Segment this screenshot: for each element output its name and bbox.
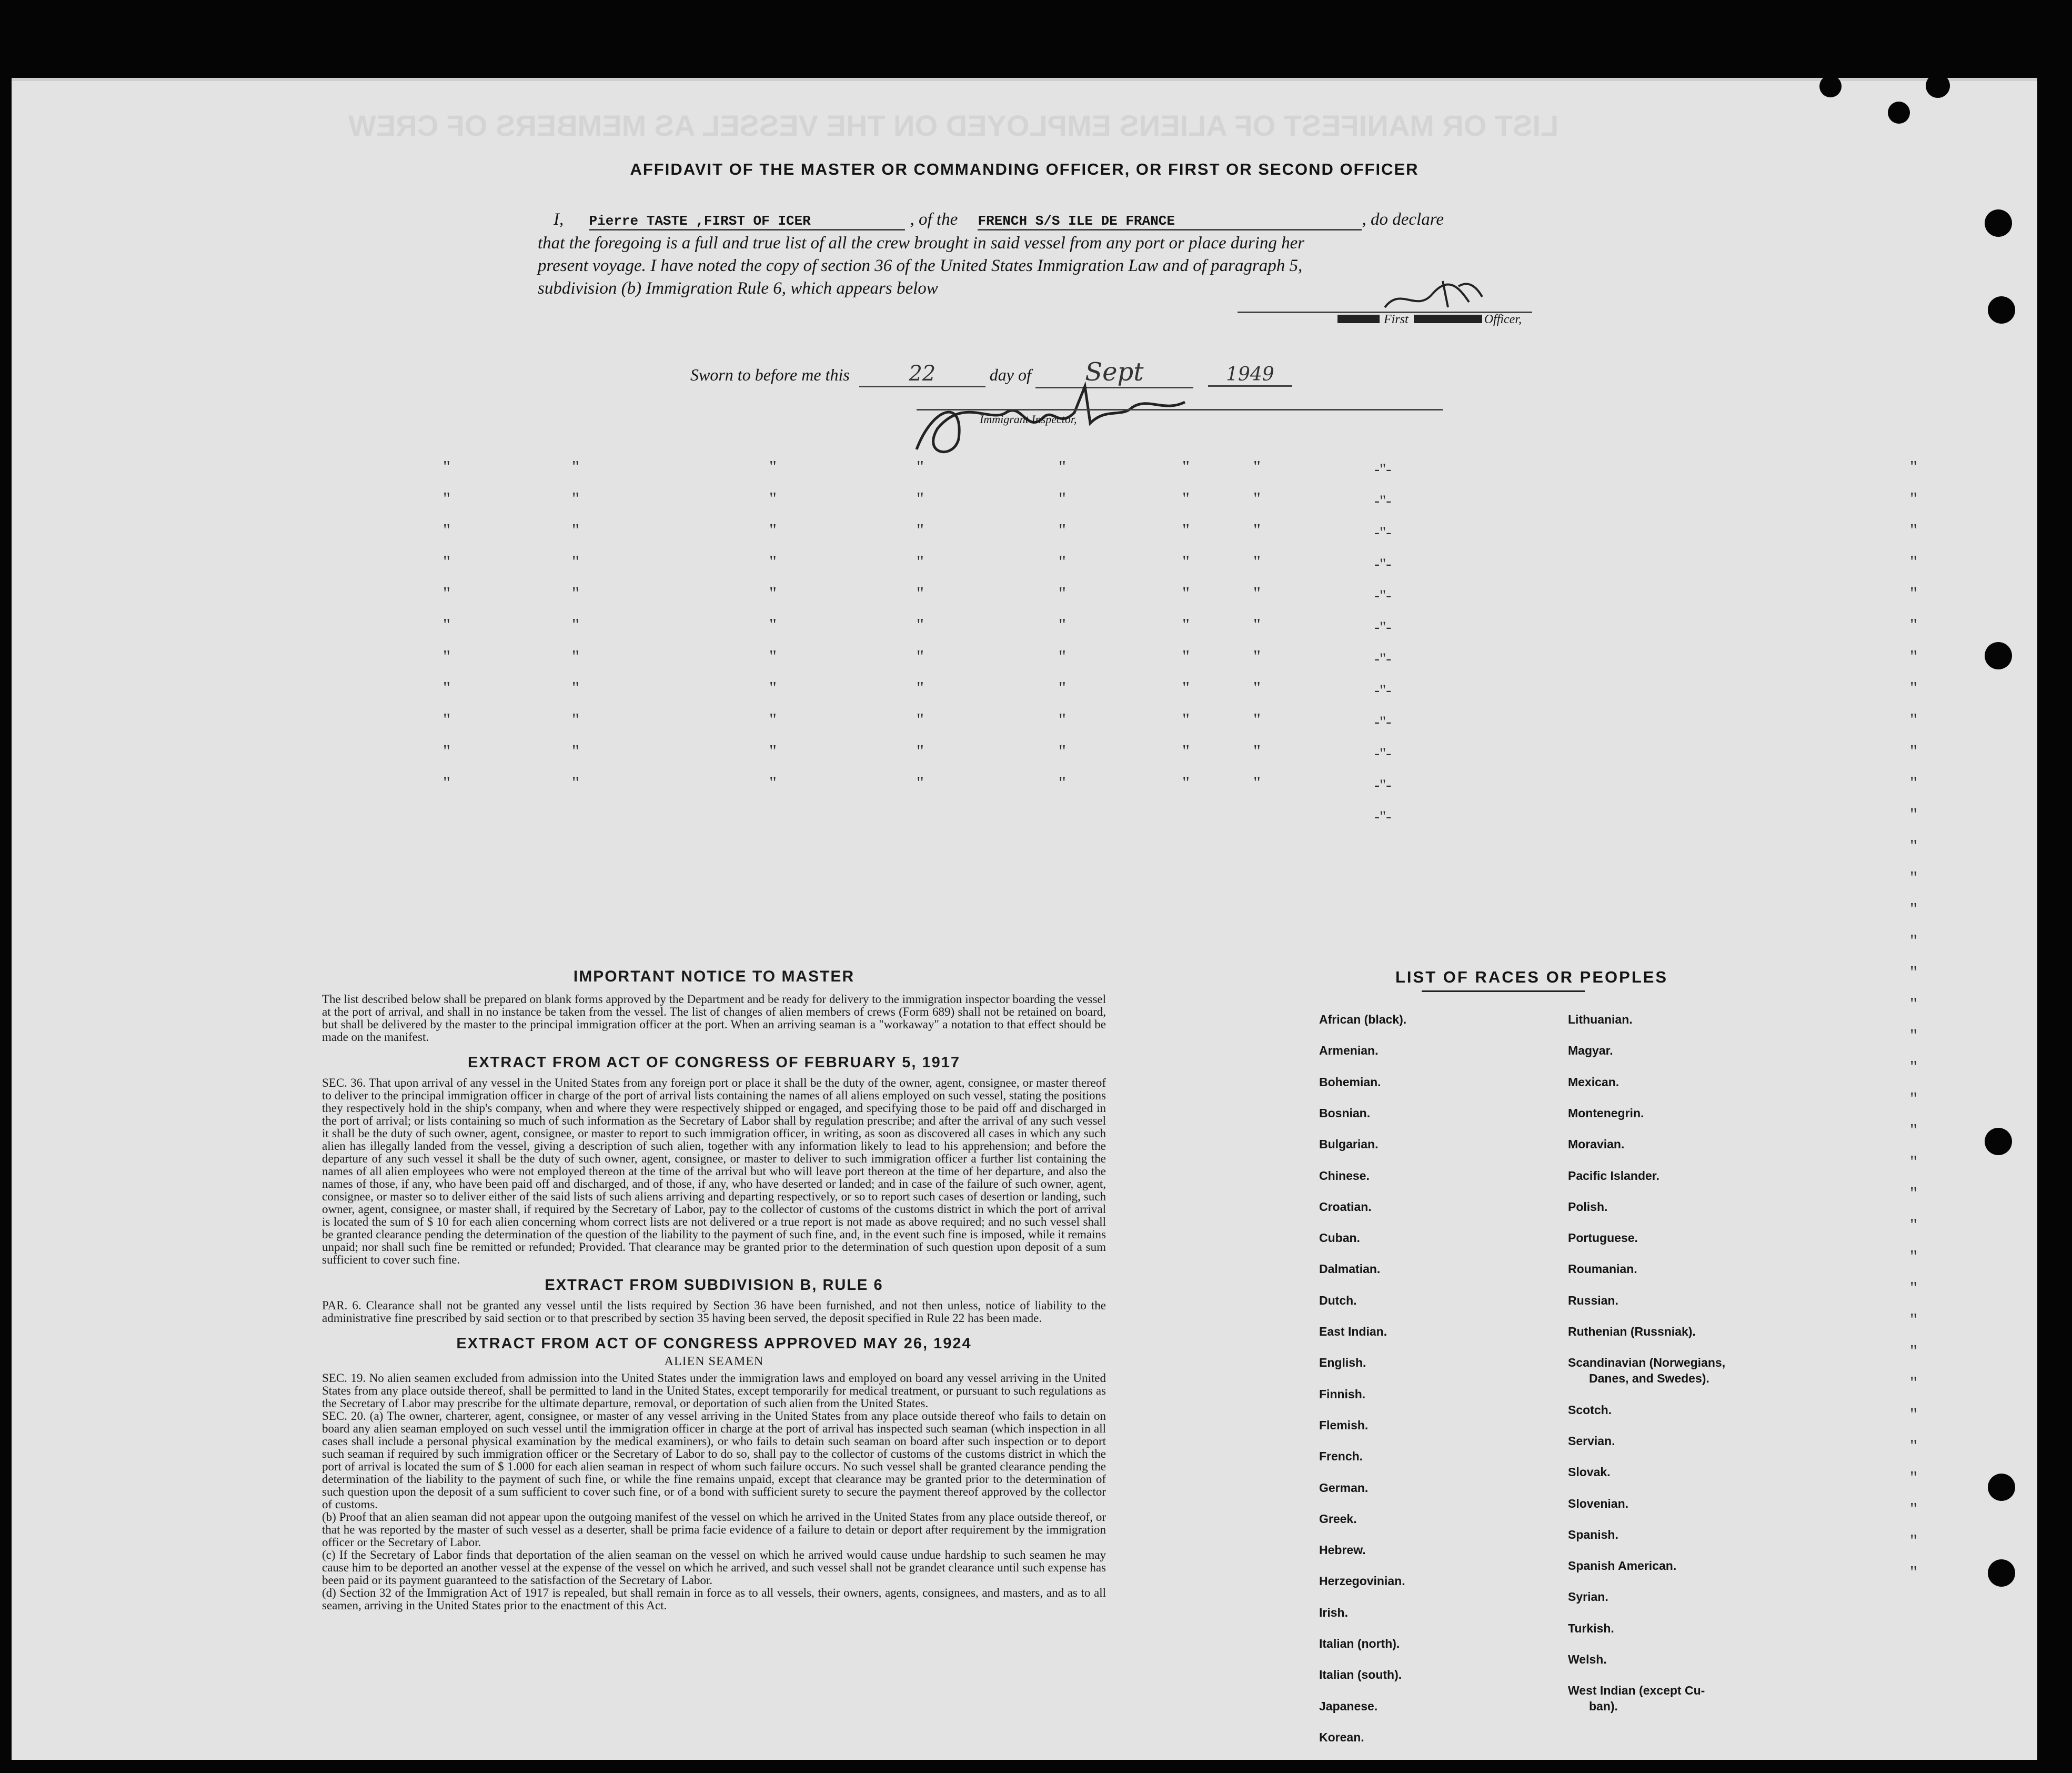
ditto-mark: " bbox=[1182, 615, 1190, 635]
race-item: African (black). bbox=[1319, 1013, 1407, 1026]
vessel-name-field: FRENCH S/S ILE DE FRANCE bbox=[978, 213, 1362, 231]
race-item: Spanish American. bbox=[1568, 1559, 1677, 1573]
ditto-mark: " bbox=[572, 489, 579, 508]
dash-ditto-mark: -"- bbox=[1374, 808, 1392, 825]
dash-ditto-mark: -"- bbox=[1374, 587, 1392, 604]
binder-hole bbox=[1985, 209, 2012, 237]
extract-1924-title: EXTRACT FROM ACT OF CONGRESS APPROVED MAY 26, 1924 bbox=[456, 1335, 972, 1352]
race-item: Turkish. bbox=[1568, 1621, 1614, 1635]
ditto-mark: " bbox=[1910, 647, 1917, 666]
race-item: Roumanian. bbox=[1568, 1262, 1637, 1276]
extract-1924-sec20c: (c) If the Secretary of Labor finds that deportation of the alien seaman on the vessel on which he arrived would cause undue hardship to such seamen he may cause him to be deported an another vessel at the expense of the vessel on which he arrived, and such vessel shall not be grandet clearance until such expense has been paid or its payment guaranteed to the satisfaction of the Secretary of Labor. bbox=[322, 1548, 1106, 1587]
binder-hole bbox=[1988, 1559, 2015, 1587]
race-item: Polish. bbox=[1568, 1199, 1608, 1214]
ditto-mark: " bbox=[917, 552, 924, 572]
affidavit-do-declare: , do declare bbox=[1362, 210, 1444, 229]
ditto-mark: " bbox=[1910, 994, 1917, 1014]
ditto-mark: " bbox=[1059, 520, 1066, 540]
officer-title bbox=[1337, 313, 1522, 327]
affidavit-line-2: that the foregoing is a full and true list of all the crew brought in said vessel from any port or place during her bbox=[538, 234, 1305, 253]
ditto-mark: " bbox=[443, 678, 450, 698]
ditto-mark: " bbox=[1910, 1215, 1917, 1235]
ditto-mark: " bbox=[917, 584, 924, 603]
ditto-mark: " bbox=[917, 773, 924, 793]
bleed-through-header: LIST OR MANIFEST OF ALIENS EMPLOYED ON THE VESSEL AS MEMBERS OF CREW bbox=[348, 109, 1559, 142]
ditto-mark: " bbox=[1910, 1468, 1917, 1487]
ditto-mark: " bbox=[1059, 773, 1066, 793]
ditto-mark: " bbox=[1059, 678, 1066, 698]
ditto-mark: " bbox=[1910, 963, 1917, 982]
ditto-mark: " bbox=[917, 615, 924, 635]
ditto-mark: " bbox=[769, 615, 777, 635]
ditto-mark: " bbox=[1910, 899, 1917, 919]
ditto-mark: " bbox=[1910, 805, 1917, 824]
ditto-mark: " bbox=[572, 647, 579, 666]
sworn-day-value: 22 bbox=[909, 362, 936, 386]
ditto-mark: " bbox=[1182, 457, 1190, 477]
inspector-label: Immigrant Inspector, bbox=[980, 413, 1077, 426]
race-item: Irish. bbox=[1319, 1605, 1348, 1619]
ditto-mark: " bbox=[1253, 457, 1261, 477]
ditto-mark: " bbox=[572, 710, 579, 729]
race-item: Bohemian. bbox=[1319, 1075, 1381, 1089]
ditto-mark: " bbox=[1182, 584, 1190, 603]
affidavit-line-3: present voyage. I have noted the copy of section 36 of the United States Immigration Law and of paragraph 5, bbox=[538, 256, 1303, 275]
extract-1924-sec20d: (d) Section 32 of the Immigration Act of 1917 is repealed, but shall remain in force as to all vessels, their owners, agents, consignees, and masters, and as to all seamen, arriving in the United States prior to the enactment of this Act. bbox=[322, 1586, 1106, 1612]
dash-ditto-mark: -"- bbox=[1374, 555, 1392, 573]
affidavit-i: I, bbox=[554, 210, 564, 229]
ditto-mark: " bbox=[1910, 1057, 1917, 1077]
dash-ditto-mark: -"- bbox=[1374, 745, 1392, 762]
ditto-mark: " bbox=[1059, 647, 1066, 666]
binder-hole bbox=[1819, 75, 1842, 97]
ditto-mark: " bbox=[443, 742, 450, 761]
affidavit-of-the: , of the bbox=[910, 210, 958, 229]
race-item: Italian (north). bbox=[1319, 1637, 1400, 1650]
race-item: East Indian. bbox=[1319, 1325, 1387, 1338]
ditto-mark: " bbox=[443, 647, 450, 666]
ditto-mark: " bbox=[917, 647, 924, 666]
affidavit-line-4: subdivision (b) Immigration Rule 6, which appears below bbox=[538, 279, 938, 298]
ditto-mark: " bbox=[1910, 1341, 1917, 1361]
binder-hole bbox=[1985, 1128, 2012, 1155]
dash-ditto-mark: -"- bbox=[1374, 682, 1392, 699]
race-item: Italian (south). bbox=[1319, 1668, 1402, 1682]
declarant-name-field: Pierre TASTE ,FIRST OF ICER bbox=[589, 213, 905, 231]
dash-ditto-mark: -"- bbox=[1374, 618, 1392, 636]
notice-title: IMPORTANT NOTICE TO MASTER bbox=[573, 968, 855, 985]
officer-redacted-word bbox=[1414, 315, 1482, 323]
extract-rule6-text: PAR. 6. Clearance shall not be granted any vessel until the lists required by Section 36 have been furnished, and not then unless, notice of liability to the administrative fine prescribed by said section or to that prescribed by section 35 having been served, the deposit specified in Rule 22 has been made. bbox=[322, 1299, 1106, 1325]
race-item: English. bbox=[1319, 1356, 1366, 1370]
ditto-mark: " bbox=[1910, 773, 1917, 793]
ditto-mark: " bbox=[1910, 1184, 1917, 1203]
ditto-mark: " bbox=[1910, 1436, 1917, 1456]
binder-hole bbox=[1926, 74, 1950, 98]
race-item: Japanese. bbox=[1319, 1699, 1378, 1713]
race-item: Portuguese. bbox=[1568, 1231, 1638, 1245]
ditto-mark: " bbox=[769, 647, 777, 666]
dash-ditto-mark: -"- bbox=[1374, 492, 1392, 509]
ditto-mark: " bbox=[1910, 1562, 1917, 1582]
sworn-year-value: 1949 bbox=[1226, 364, 1274, 385]
affidavit-line-1 bbox=[554, 210, 1444, 231]
dash-ditto-mark: -"- bbox=[1374, 776, 1392, 794]
binder-hole bbox=[1888, 102, 1910, 124]
race-item: Danes, and Swedes). bbox=[1589, 1371, 1709, 1386]
race-item: Bulgarian. bbox=[1319, 1137, 1379, 1151]
ditto-mark: " bbox=[1910, 489, 1917, 508]
ditto-mark: " bbox=[1910, 1152, 1917, 1171]
ditto-mark: " bbox=[1253, 773, 1261, 793]
race-item: Slovak. bbox=[1568, 1465, 1611, 1479]
ditto-mark: " bbox=[917, 520, 924, 540]
dash-ditto-mark: -"- bbox=[1374, 650, 1392, 667]
ditto-mark: " bbox=[1910, 1310, 1917, 1329]
ditto-mark: " bbox=[572, 773, 579, 793]
ditto-mark: " bbox=[1182, 552, 1190, 572]
ditto-mark: " bbox=[1910, 1278, 1917, 1298]
affidavit-heading: AFFIDAVIT OF THE MASTER OR COMMANDING OFFICER, OR FIRST OR SECOND OFFICER bbox=[630, 160, 1419, 178]
extract-1917-text: SEC. 36. That upon arrival of any vessel in the United States from any foreign port or place it shall be the duty of the owner, agent, consignee, or master thereof to deliver to the principal immigration officer in charge of the port of arrival lists containing the names of all aliens employed on such vessel, stating the positions they respectively hold in the ship's company, when and where they were respectively shipped or engaged, and specifying those to be paid off and discharged in the port of arrival; or lists containing so much of such information as the Secretary of Labor shall by regulation prescribe; and after the arrival of any such vessel it shall be the duty of such owner, agent, consignee, or master to report to such immigration officer, in writing, as soon as discovered all cases in which any such alien has illegally landed from the vessel, giving a description of such alien, together with any information likely to lead to his apprehension; and before the departure of any such vessel it shall be the duty of such owner, agent, consignee, or master to deliver to such immigration officer a further list containing the names of all alien employees who were not employed thereon at the time of the arrival but who will leave port thereon at the time of her departure, and also the names of those, if any, who have been paid off and discharged, and of those, if any, who have deserted or landed; and in case of the failure of such owner, agent, consignee, or master so to deliver either of the said lists of such aliens arriving and departing respectively, or so to report such cases of desertion or landing, such owner, agent, consignee, or master shall, if required by the Secretary of Labor, pay to the collector of customs of the customs district in which the port of arrival is located the sum of $ 10 for each alien concerning whom correct lists are not delivered or a true report is not made as above required; and no such vessel shall be granted clearance pending the determination of the question of the liability to the payment of such fine, and, in the event such fine is imposed, while it remains unpaid; nor shall such fine be remitted or refunded; Provided. That clearance may be granted prior to the determination of such question upon deposit of a sum sufficient to cover such fine. bbox=[322, 1076, 1106, 1266]
ditto-mark: " bbox=[1059, 742, 1066, 761]
race-item: ban). bbox=[1589, 1699, 1618, 1714]
ditto-mark: " bbox=[572, 742, 579, 761]
ditto-mark: " bbox=[769, 489, 777, 508]
ditto-mark: " bbox=[572, 584, 579, 603]
extract-rule6-title: EXTRACT FROM SUBDIVISION B, RULE 6 bbox=[545, 1277, 883, 1294]
race-item: Spanish. bbox=[1568, 1527, 1618, 1541]
ditto-mark: " bbox=[1182, 678, 1190, 698]
ditto-mark: " bbox=[1910, 931, 1917, 950]
extract-1924-sec19: SEC. 19. No alien seamen excluded from admission into the United States under the immigration laws and employed on board any vessel arriving in the United States from any place outside thereof, shall be permitted to land in the United States, except temporarily for medical treatment, or pursuant to such regulations as the Secretary of Labor may prescribe for the ultimate departure, removal, or deportation of such alien from the United States. bbox=[322, 1371, 1106, 1410]
ditto-mark: " bbox=[572, 520, 579, 540]
race-item: Cuban. bbox=[1319, 1231, 1360, 1245]
dash-ditto-mark: -"- bbox=[1374, 713, 1392, 730]
dash-ditto-mark: -"- bbox=[1374, 524, 1392, 541]
race-item: Moravian. bbox=[1568, 1137, 1625, 1151]
ditto-mark: " bbox=[1253, 520, 1261, 540]
ditto-mark: " bbox=[769, 773, 777, 793]
ditto-mark: " bbox=[1910, 584, 1917, 603]
race-item: Servian. bbox=[1568, 1434, 1615, 1448]
race-item: Scandinavian (Norwegians, bbox=[1568, 1356, 1726, 1370]
race-item: Slovenian. bbox=[1568, 1496, 1629, 1510]
race-item: Lithuanian. bbox=[1568, 1013, 1633, 1026]
race-item: Pacific Islander. bbox=[1568, 1168, 1659, 1183]
ditto-mark: " bbox=[1253, 615, 1261, 635]
ditto-mark: " bbox=[1910, 1499, 1917, 1519]
ditto-mark: " bbox=[1910, 457, 1917, 477]
race-item: Syrian. bbox=[1568, 1590, 1608, 1604]
dash-ditto-mark: -"- bbox=[1374, 460, 1392, 478]
ditto-mark: " bbox=[443, 489, 450, 508]
ditto-mark: " bbox=[917, 710, 924, 729]
ditto-mark: " bbox=[443, 552, 450, 572]
ditto-mark: " bbox=[1182, 773, 1190, 793]
officer-suffix: Officer, bbox=[1484, 313, 1522, 326]
ditto-mark: " bbox=[1253, 552, 1261, 572]
race-item: Hebrew. bbox=[1319, 1543, 1366, 1557]
race-item: Magyar. bbox=[1568, 1044, 1613, 1058]
ditto-mark: " bbox=[443, 710, 450, 729]
ditto-mark: " bbox=[769, 520, 777, 540]
ditto-mark: " bbox=[1910, 1120, 1917, 1140]
ditto-mark: " bbox=[769, 552, 777, 572]
ditto-mark: " bbox=[1059, 710, 1066, 729]
notice-text: The list described below shall be prepared on blank forms approved by the Department and be ready for delivery to the immigration inspector boarding the vessel at the port of arrival, and shall in no instance be taken from the vessel. The list of changes of alien members of crews (Form 689) shall not be retained on board, but shall be delivered by the master to the principal immigration officer at the port. When an arriving seaman is a "workaway" a notation to that effect should be made on the manifest. bbox=[322, 993, 1106, 1044]
ditto-mark: " bbox=[443, 520, 450, 540]
ditto-mark: " bbox=[443, 773, 450, 793]
race-item: Korean. bbox=[1319, 1730, 1364, 1744]
ditto-mark: " bbox=[1910, 615, 1917, 635]
ditto-mark: " bbox=[1910, 520, 1917, 540]
ditto-mark: " bbox=[769, 678, 777, 698]
document-page bbox=[12, 78, 2037, 1760]
binder-hole bbox=[1988, 296, 2015, 324]
race-item: Herzegovinian. bbox=[1319, 1574, 1405, 1588]
sworn-prefix: Sworn to before me this bbox=[690, 365, 850, 384]
ditto-mark: " bbox=[1182, 489, 1190, 508]
ditto-mark: " bbox=[1910, 1247, 1917, 1266]
binder-hole bbox=[1988, 1474, 2015, 1501]
binder-hole bbox=[1985, 642, 2012, 669]
ditto-mark: " bbox=[443, 457, 450, 477]
ditto-mark: " bbox=[1253, 647, 1261, 666]
race-item: Armenian. bbox=[1319, 1044, 1379, 1058]
ditto-mark: " bbox=[1182, 647, 1190, 666]
officer-first-label: First bbox=[1384, 313, 1409, 326]
sworn-day-of: day of bbox=[989, 365, 1031, 384]
ditto-mark: " bbox=[1253, 489, 1261, 508]
ditto-mark: " bbox=[1910, 1089, 1917, 1108]
ditto-mark: " bbox=[443, 584, 450, 603]
ditto-mark: " bbox=[1910, 836, 1917, 856]
ditto-mark: " bbox=[1182, 710, 1190, 729]
ditto-mark: " bbox=[572, 678, 579, 698]
extract-1924-sec20a: SEC. 20. (a) The owner, charterer, agent, consignee, or master of any vessel arriving in the United States from any place outside thereof who fails to detain on board any alien seaman employed on such vessel until the immigration officer in charge at the port of arrival has inspected such seaman (which inspection in all cases shall include a personal physical examination by the medical examiners), or who fails to detain such seaman on board after such inspection or to deport such seaman if required by such immigration officer or the Secretary of Labor to do so, shall pay to the collector of customs of the customs district in which the port of arrival is located the sum of $ 1.000 for each alien seaman in respect of whom such failure occurs. No such vessel shall be granted clearance pending the determination of the liability to the payment of such fine, or while the fine remains unpaid, except that clearance may be granted prior to the determination of such question upon the deposit of a sum sufficient to cover such fine, or of a bond with sufficient surety to secure the payment thereof approved by the collector of customs. bbox=[322, 1409, 1106, 1511]
race-item: Finnish. bbox=[1319, 1387, 1366, 1401]
ditto-mark: " bbox=[1910, 710, 1917, 729]
ditto-mark: " bbox=[1910, 1405, 1917, 1424]
ditto-mark: " bbox=[917, 489, 924, 508]
ditto-mark: " bbox=[769, 742, 777, 761]
race-item: Montenegrin. bbox=[1568, 1106, 1644, 1120]
ditto-mark: " bbox=[1059, 584, 1066, 603]
ditto-mark: " bbox=[769, 710, 777, 729]
ditto-mark: " bbox=[1253, 584, 1261, 603]
race-item: Greek. bbox=[1319, 1511, 1357, 1526]
race-item: Russian. bbox=[1568, 1293, 1618, 1307]
races-title: LIST OF RACES OR PEOPLES bbox=[1395, 968, 1668, 986]
ditto-mark: " bbox=[572, 615, 579, 635]
ditto-mark: " bbox=[1910, 1531, 1917, 1550]
alien-seamen-subtitle: ALIEN SEAMEN bbox=[664, 1355, 764, 1368]
ditto-mark: " bbox=[1059, 489, 1066, 508]
race-item: Mexican. bbox=[1568, 1075, 1620, 1089]
ditto-mark: " bbox=[917, 678, 924, 698]
ditto-mark: " bbox=[1910, 742, 1917, 761]
race-item: Dutch. bbox=[1319, 1293, 1357, 1307]
extract-1917-title: EXTRACT FROM ACT OF CONGRESS OF FEBRUARY 5, 1917 bbox=[467, 1054, 961, 1071]
ditto-mark: " bbox=[1253, 742, 1261, 761]
ditto-mark: " bbox=[1059, 552, 1066, 572]
race-item: German. bbox=[1319, 1480, 1369, 1495]
ditto-mark: " bbox=[769, 584, 777, 603]
ditto-mark: " bbox=[572, 552, 579, 572]
race-item: Flemish. bbox=[1319, 1418, 1369, 1432]
ditto-mark: " bbox=[1182, 742, 1190, 761]
sworn-month-value: Sept bbox=[1085, 357, 1144, 387]
ditto-mark: " bbox=[1253, 678, 1261, 698]
legal-notice-section bbox=[322, 968, 1106, 1612]
race-item: Chinese. bbox=[1319, 1168, 1370, 1183]
ditto-mark: " bbox=[1059, 457, 1066, 477]
race-item: Welsh. bbox=[1568, 1652, 1607, 1666]
ditto-mark: " bbox=[1059, 615, 1066, 635]
ditto-mark: " bbox=[1910, 1026, 1917, 1045]
inspector-signature-line bbox=[917, 409, 1443, 410]
ditto-mark: " bbox=[917, 742, 924, 761]
races-title-underline bbox=[1422, 990, 1585, 992]
ditto-mark: " bbox=[769, 457, 777, 477]
race-item: French. bbox=[1319, 1449, 1363, 1464]
race-item: Bosnian. bbox=[1319, 1106, 1371, 1120]
ditto-mark: " bbox=[1910, 678, 1917, 698]
ditto-mark: " bbox=[1910, 868, 1917, 887]
ditto-mark: " bbox=[1182, 520, 1190, 540]
race-item: Scotch. bbox=[1568, 1403, 1612, 1417]
ditto-mark: " bbox=[1910, 1373, 1917, 1393]
ditto-mark: " bbox=[443, 615, 450, 635]
ditto-mark: " bbox=[1253, 710, 1261, 729]
race-item: Ruthenian (Russniak). bbox=[1568, 1325, 1696, 1338]
ditto-mark: " bbox=[572, 457, 579, 477]
ditto-mark: " bbox=[917, 457, 924, 477]
race-item: Croatian. bbox=[1319, 1199, 1372, 1214]
officer-redacted-prefix bbox=[1337, 315, 1380, 323]
ditto-mark: " bbox=[1910, 552, 1917, 572]
race-item: Dalmatian. bbox=[1319, 1262, 1381, 1276]
extract-1924-sec20b: (b) Proof that an alien seaman did not appear upon the outgoing manifest of the vessel on which he arrived in the United States from any place outside thereof, or that he was reported by the master of such vessel as a deserter, shall be prima facie evidence of a failure to detain or deport after requirement by the immigration officer or the Secretary of Labor. bbox=[322, 1510, 1106, 1549]
race-item: West Indian (except Cu- bbox=[1568, 1684, 1705, 1698]
